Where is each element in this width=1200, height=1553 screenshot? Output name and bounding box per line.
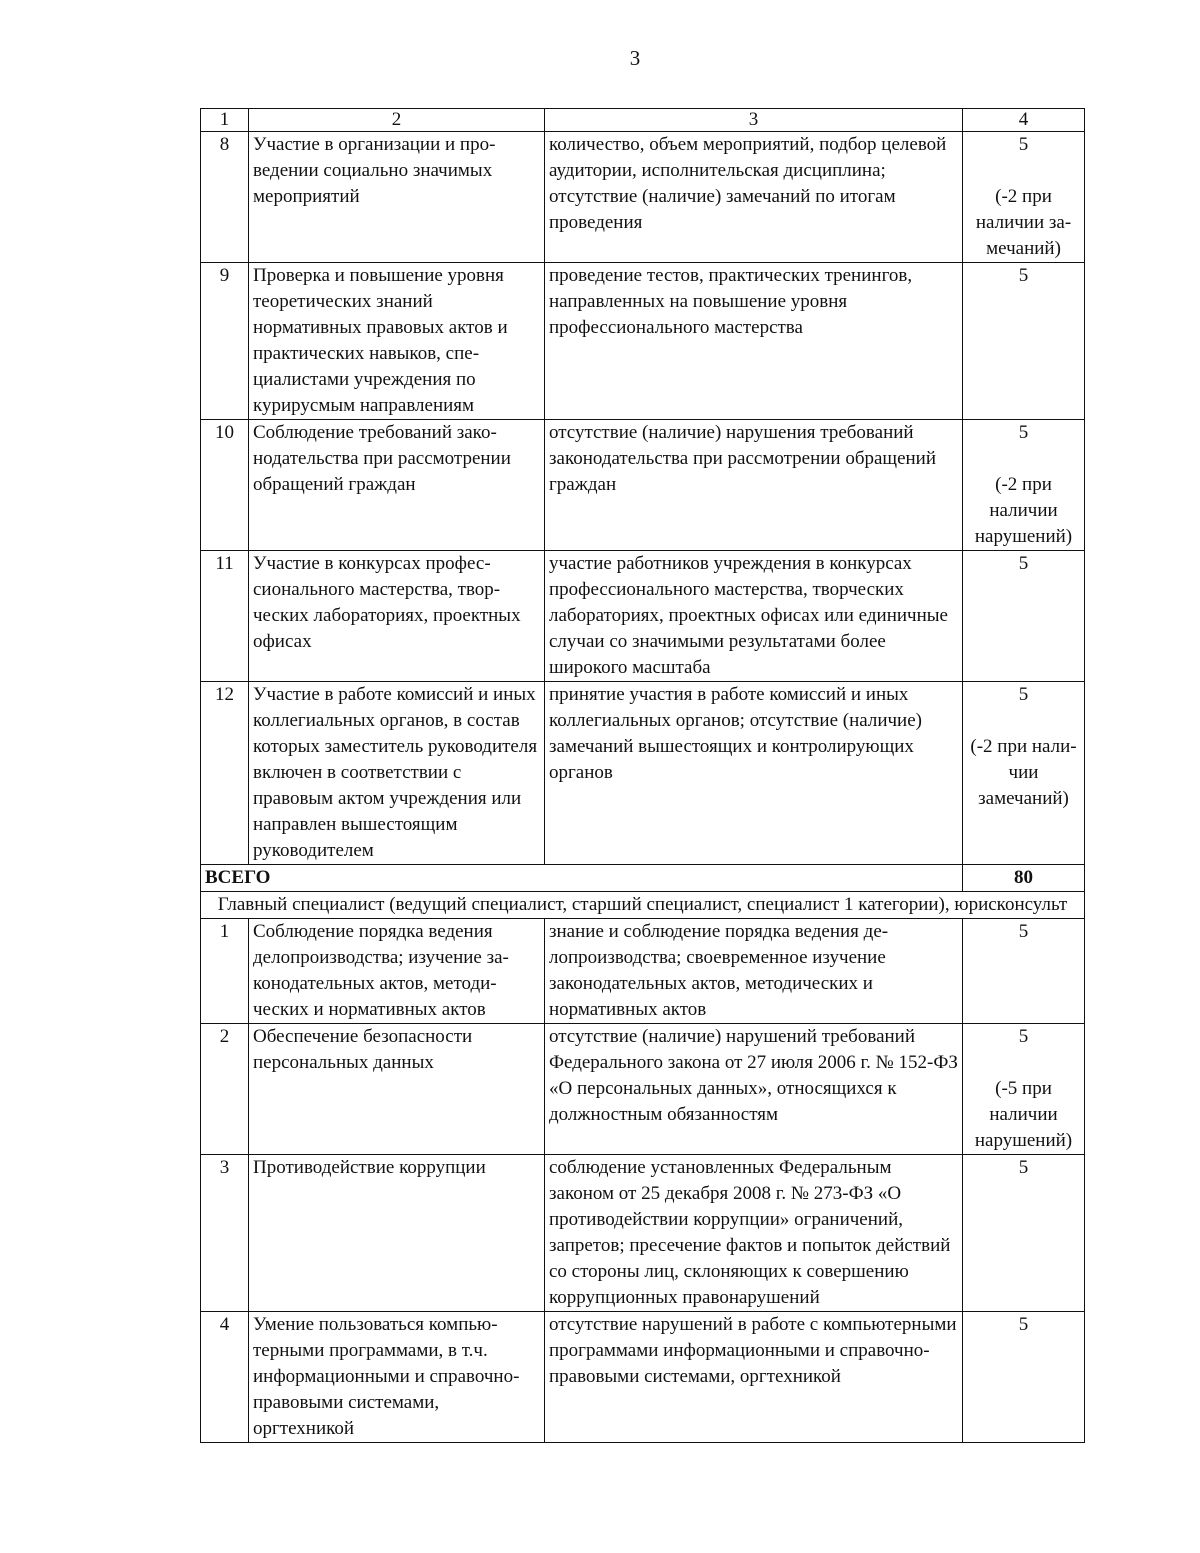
points-cell (963, 420, 1085, 551)
points-value: 5 (1018, 553, 1029, 574)
row-number: 9 (201, 263, 249, 420)
table-row (201, 1312, 1085, 1443)
header-cell: 2 (249, 109, 545, 132)
points-cell (963, 1024, 1085, 1155)
indicator-cell: Участие в организации и проведении социально значимых мероприятий (249, 132, 545, 263)
section-title: Главный специалист (ведущий специалист, старший специалист, специалист 1 категории), юрисконсульт (201, 892, 1085, 919)
criteria-cell: принятие участия в работе комиссий и иных коллегиальных органов; отсутствие (наличие) замечаний вышестоящих и контролирующих органов (545, 682, 963, 865)
table-row (201, 132, 1085, 263)
row-number: 10 (201, 420, 249, 551)
indicator-cell: Проверка и повышение уровня теоретических знаний нормативных правовых актов и практических навыков, специалистами учреждения по курирусмым направлениям (249, 263, 545, 420)
points-value: 5 (1018, 1026, 1029, 1047)
points-value: 5 (1018, 921, 1029, 942)
points-note: (-5 при наличии нарушений) (974, 1078, 1073, 1151)
points-value: 5 (1018, 422, 1029, 443)
points-value: 5 (1018, 1314, 1029, 1335)
row-number: 1 (201, 919, 249, 1024)
criteria-cell: отсутствие нарушений в работе с компьютерными программами информационными и справочно-правовыми системами, оргтехникой (545, 1312, 963, 1443)
points-value: 5 (1018, 684, 1029, 705)
table-row (201, 682, 1085, 865)
indicator-cell: Соблюдение порядка ведения делопроизводства; изучение законодательных актов, методических и нормативных актов (249, 919, 545, 1024)
row-number: 3 (201, 1155, 249, 1312)
criteria-cell: участие работников учреждения в конкурсах профессионального мастерства, творческих лабораториях, проектных офисах или единичные случаи со значимыми результатами более широкого масштаба (545, 551, 963, 682)
row-number: 4 (201, 1312, 249, 1443)
indicator-cell: Обеспечение безопасности персональных данных (249, 1024, 545, 1155)
criteria-cell: количество, объем мероприятий, подбор целевой аудитории, исполнительская дисциплина; отсутствие (наличие) замечаний по итогам проведения (545, 132, 963, 263)
table-row (201, 1155, 1085, 1312)
points-cell (963, 1312, 1085, 1443)
header-cell: 4 (963, 109, 1085, 132)
header-cell: 3 (545, 109, 963, 132)
points-note: (-2 при нали- чии замечаний) (970, 736, 1077, 809)
section-row (201, 892, 1085, 919)
points-cell (963, 919, 1085, 1024)
page-number: 3 (629, 46, 641, 70)
points-cell (963, 263, 1085, 420)
points-value: 5 (1018, 265, 1029, 286)
total-label: ВСЕГО (201, 865, 963, 892)
header-cell: 1 (201, 109, 249, 132)
indicator-cell: Соблюдение требований законодательства при рассмотрении обращений граждан (249, 420, 545, 551)
criteria-cell: знание и соблюдение порядка ведения делопроизводства; своевременное изучение законодательных актов, методических и нормативных актов (545, 919, 963, 1024)
row-number: 11 (201, 551, 249, 682)
criteria-cell: проведение тестов, практических тренингов, направленных на повышение уровня профессионального мастерства (545, 263, 963, 420)
row-number: 12 (201, 682, 249, 865)
criteria-cell: соблюдение установленных Федеральным законом от 25 декабря 2008 г. № 273-ФЗ «О противодействии коррупции» ограничений, запретов; пресечение фактов и попыток действий со стороны лиц, склоняющих к совершению коррупционных правонарушений (545, 1155, 963, 1312)
points-note: (-2 при наличии за- мечаний) (975, 186, 1072, 259)
criteria-cell: отсутствие (наличие) нарушений требований Федерального закона от 27 июля 2006 г. № 152-ФЗ «О персональных данных», относящихся к должностным обязанностям (545, 1024, 963, 1155)
criteria-cell: отсутствие (наличие) нарушения требований законодательства при рассмотрении обращений граждан (545, 420, 963, 551)
indicator-cell: Умение пользоваться компьютерными программами, в т.ч. информационными и справочно-правовыми системами, оргтехникой (249, 1312, 545, 1443)
points-value: 5 (1018, 134, 1029, 155)
table-row (201, 420, 1085, 551)
table-row (201, 551, 1085, 682)
total-row (201, 865, 1085, 892)
points-note: (-2 при наличии нарушений) (974, 474, 1073, 547)
points-cell (963, 682, 1085, 865)
indicator-cell: Участие в работе комиссий и иных коллегиальных органов, в состав которых заместитель руководителя включен в соответствии с правовым актом учреждения или направлен вышестоящим руководителем (249, 682, 545, 865)
indicator-cell: Участие в конкурсах профессионального мастерства, творческих лабораториях, проектных офисах (249, 551, 545, 682)
row-number: 2 (201, 1024, 249, 1155)
total-value: 80 (963, 865, 1085, 892)
table-row (201, 1024, 1085, 1155)
points-cell (963, 132, 1085, 263)
points-cell (963, 551, 1085, 682)
points-cell (963, 1155, 1085, 1312)
indicator-cell: Противодействие коррупции (249, 1155, 545, 1312)
table-row (201, 919, 1085, 1024)
table-header-row (201, 109, 1085, 132)
points-value: 5 (1018, 1157, 1029, 1178)
row-number: 8 (201, 132, 249, 263)
criteria-table (200, 108, 1085, 1443)
table-row (201, 263, 1085, 420)
